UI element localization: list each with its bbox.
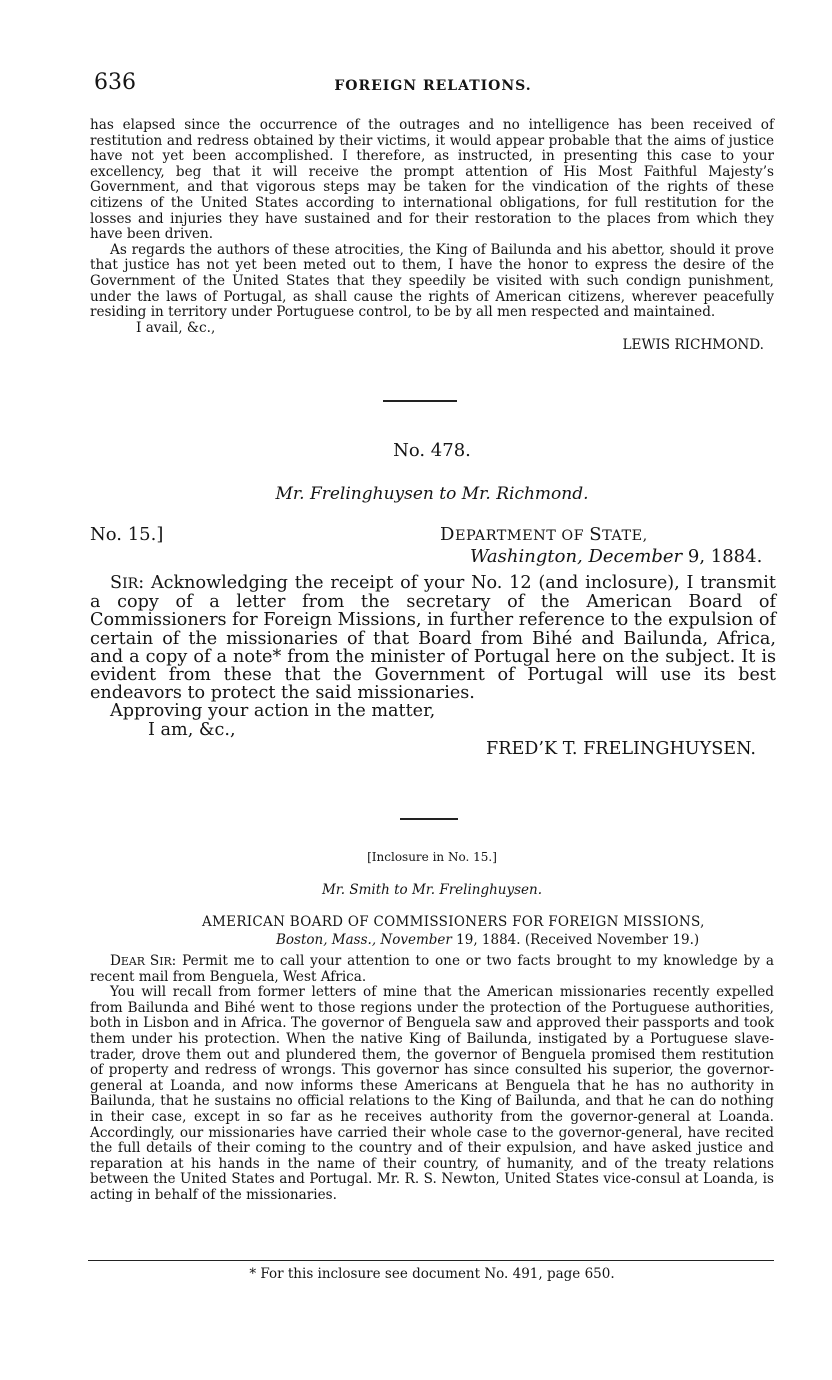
section-divider-2 [400, 818, 458, 820]
inclosure-body [90, 954, 774, 1204]
dispatch-closing: I am, &c., [148, 719, 236, 740]
dispatch-signature: FRED’K T. FRELINGHUYSEN. [486, 738, 756, 759]
inclosure-heading: Mr. Smith to Mr. Frelinghuysen. [321, 882, 543, 898]
letter-paragraph-1: has elapsed since the occurrence of the outrages and no intelligence has been received of restitution and redress obtained by their victims, it would appear probable that the aims of justice have not yet been accomplished. I therefore, as instructed, in presenting this case to your excellency, beg that it will receive the prompt attention of His Most Faithful Majesty’s Government, and that vigorous steps may be taken for the vindication of the rights of these citizens of the United States according to international obligations, for full restitution for the losses and injuries they have sustained and for their restoration to the places from which they have been driven. [90, 117, 774, 243]
letter-signature: LEWIS RICHMOND. [622, 337, 764, 354]
dispatch-number: No. 15.] [90, 524, 164, 545]
running-title: FOREIGN RELATIONS. [334, 78, 532, 94]
department-line: DEPARTMENT OF STATE, [440, 524, 648, 545]
inclosure-paragraph-1: DEAR SIR: Permit me to call your attention to one or two facts brought to my knowledge by a recent mail from Benguela, West Africa. [90, 953, 774, 985]
inclosure-place-date: Boston, Mass., November 19, 1884. (Received November 19.) [276, 932, 700, 948]
inclosure-label: [Inclosure in No. 15.] [367, 850, 497, 864]
document-heading: Mr. Frelinghuysen to Mr. Richmond. [275, 484, 589, 504]
place-date-line: Washington, December 9, 1884. [470, 546, 763, 567]
letter-paragraph-2: As regards the authors of these atrocities, the King of Bailunda and his abettor, should it prove that justice has not yet been meted out to them, I have the honor to express the desire of the Government of the United States that they speedily be visited with such condign punishment, under the laws of Portugal, as shall cause the rights of American citizens, wherever peacefully residing in territory under Portuguese control, to be by all men respected and maintained. [90, 241, 774, 321]
inclosure-paragraph-2: You will recall from former letters of mine that the American missionaries recently expelled from Bailunda and Bihé went to those regions under the protection of the Portuguese authorities, both in Lisbon and in Africa. The governor of Benguela saw and approved their passports and took them under his protection. When the native King of Bailunda, instigated by a Portuguese slave-trader, drove them out and plundered them, the governor of Benguela promised them restitution of property and redress of wrongs. This governor has since consulted his superior, the governor-general at Loanda, and now informs these Americans at Benguela that he has no authority in Bailunda, that he sustains no official relations to the King of Bailunda, and that he can do nothing in their case, except in so far as he receives authority from the governor-general at Loanda. Accordingly, our missionaries have carried their whole case to the governor-general, have recited the full details of their coming to the country and of their expulsion, and have asked justice and reparation at his hands in the name of their country, of humanity, and of the treaty relations between the United States and Portugal. Mr. R. S. Newton, United States vice-consul at Loanda, is acting in behalf of the missionaries. [90, 984, 774, 1203]
dispatch-approval: Approving your action in the matter, [110, 701, 436, 722]
letter-end [90, 118, 774, 354]
document-number: No. 478. [393, 440, 471, 461]
section-divider [383, 400, 457, 402]
inclosure-sender: AMERICAN BOARD OF COMMISSIONERS FOR FOREIGN MISSIONS, [202, 914, 705, 930]
letter-closing: I avail, &c., [136, 319, 216, 336]
footnote-rule [88, 1260, 774, 1261]
footnote: * For this inclosure see document No. 491, page 650. [249, 1266, 615, 1282]
dispatch-body [90, 574, 776, 758]
running-head [88, 70, 778, 98]
dispatch-paragraph: SIR: Acknowledging the receipt of your No. 12 (and inclosure), I transmit a copy of a letter from the secretary of the American Board of Commissioners for Foreign Missions, in further reference to the expulsion of certain of the missionaries of that Board from Bihé and Bailunda, Africa, and a copy of a note* from the minister of Portugal here on the subject. It is evident from these that the Government of Portugal will use its best endeavors to protect the said missionaries. [90, 573, 777, 704]
page-number: 636 [94, 70, 136, 95]
